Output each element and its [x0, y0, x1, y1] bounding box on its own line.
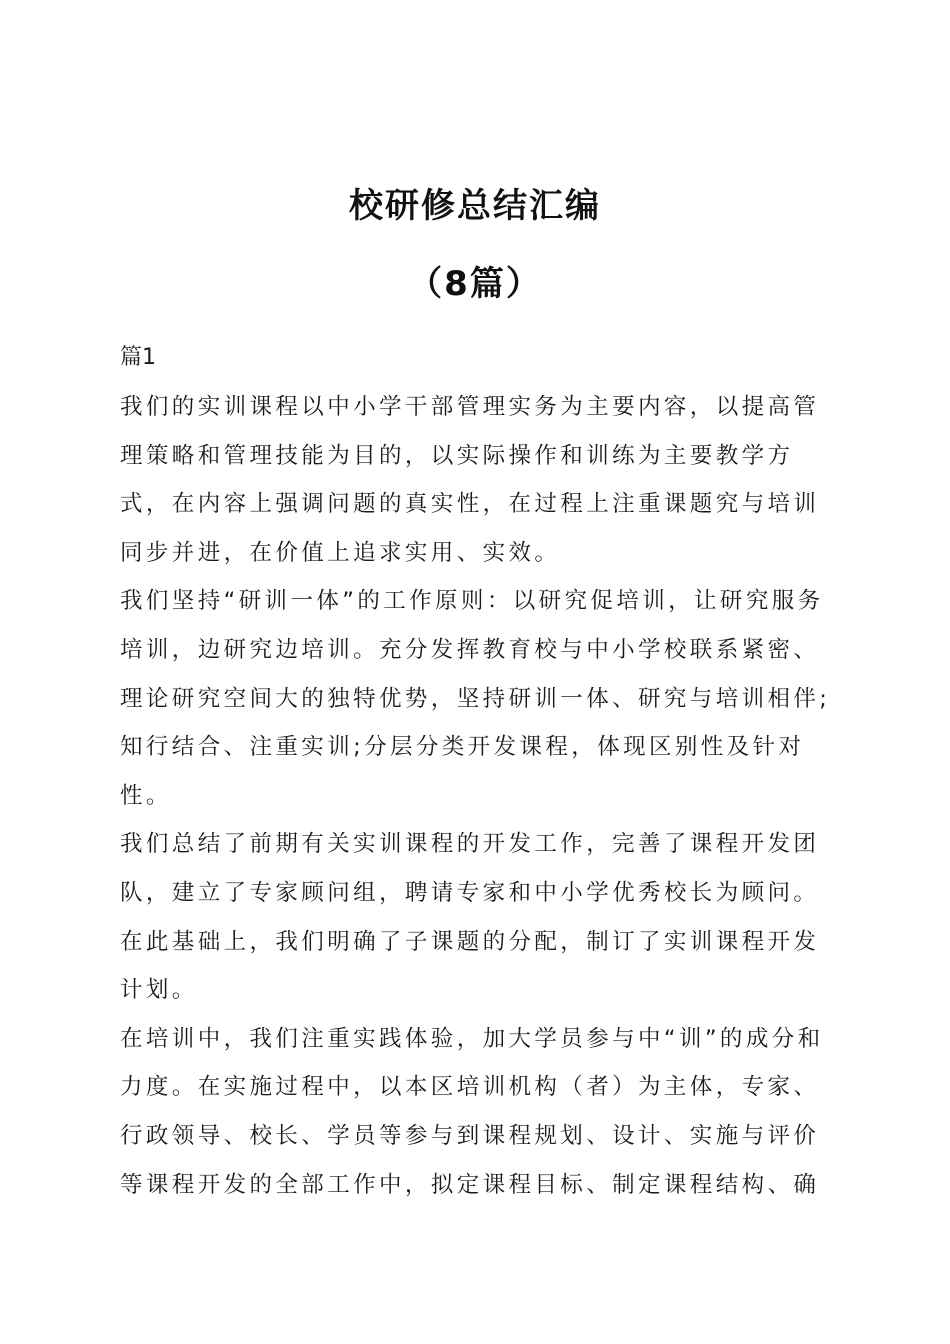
paragraph-3: 我们总结了前期有关实训课程的开发工作，完善了课程开发团队，建立了专家顾问组，聘请专家和中小学优秀校长为顾问。在此基础上，我们明确了子课题的分配，制订了实训课程开发计划。 [120, 831, 820, 1004]
paragraph-1: 我们的实训课程以中小学干部管理实务为主要内容，以提高管理策略和管理技能为目的，以实际操作和训练为主要教学方式，在内容上强调问题的真实性，在过程上注重课题究与培训同步并进，在价值上追求实用、实效。 [120, 394, 820, 566]
document-subtitle: （8篇） [408, 264, 542, 304]
body-text [120, 383, 840, 1209]
paragraph-2: 我们坚持“研训一体”的工作原则：以研究促培训，让研究服务培训，边研究边培训。充分发挥教育校与中小学校联系紧密、理论研究空间大的独特优势，坚持研训一体、研究与培训相伴;知行结合、注重实训;分层分类开发课程，体现区别性及针对性。 [120, 588, 831, 809]
document-title: 校研修总结汇编 [349, 186, 601, 226]
section-label: 篇1 [120, 345, 156, 370]
paragraph-4: 在培训中，我们注重实践体验，加大学员参与中“训”的成分和力度。在实施过程中，以本区培训机构（者）为主体，专家、行政领导、校长、学员等参与到课程规划、设计、实施与评价等课程开发的全部工作中，拟定课程目标、制定课程结构、确 [120, 1025, 824, 1198]
